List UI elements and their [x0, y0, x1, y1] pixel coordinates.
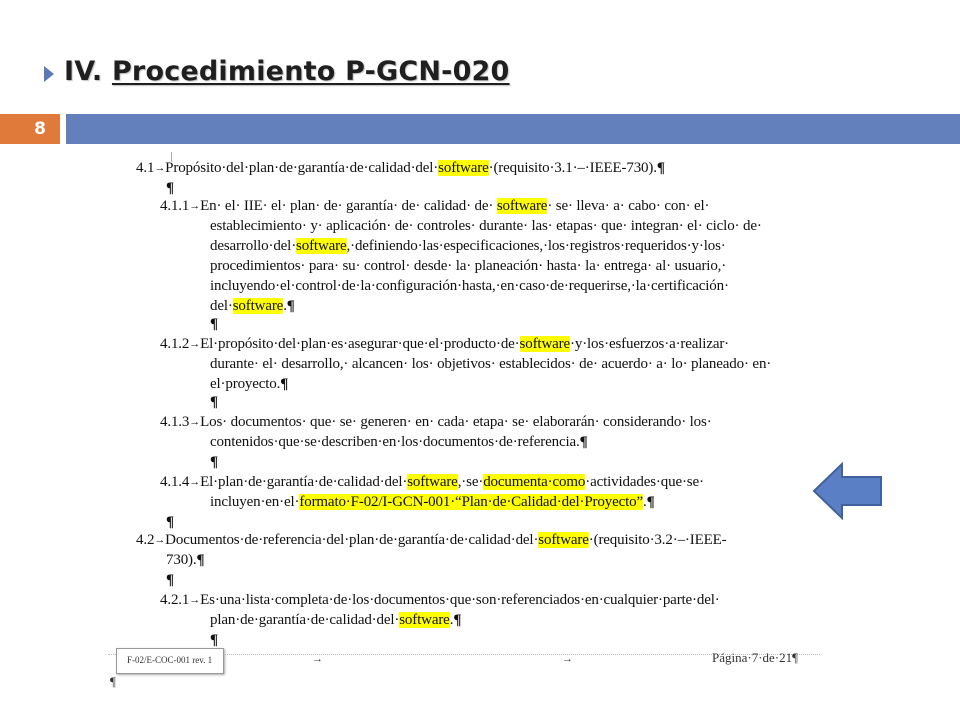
pilcrow-mark: ¶ — [166, 180, 174, 196]
document-line — [210, 376, 288, 393]
line-text: incluyendo·el·control·de·la·configuración·hasta,·en·caso·de·requerirse,·la·certificación· — [210, 278, 729, 294]
pilcrow-mark: ¶ — [210, 632, 218, 648]
line-text: Documentos·de·referencia·del·plan·de·garantía·de·calidad·del· — [165, 532, 539, 548]
triangle-bullet-icon — [44, 66, 54, 82]
pilcrow-mark: ¶ — [579, 434, 588, 450]
header-bar — [66, 114, 960, 144]
tab-arrow-icon: → — [189, 200, 201, 212]
line-text: · se· lleva· a· cabo· con· el· — [547, 198, 710, 214]
highlighted-text: software — [438, 160, 489, 176]
document-line — [166, 180, 174, 197]
document-line — [136, 160, 665, 177]
highlighted-text: formato·F-02/I-GCN-001·“Plan·de·Calidad·del·Proyecto” — [299, 494, 643, 510]
line-text: del· — [210, 298, 233, 314]
highlighted-text: software — [399, 612, 450, 628]
line-text: ·actividades·que·se· — [585, 474, 704, 490]
line-text: ,·definiendo·las·especificaciones,·los·registros·requeridos·y·los· — [346, 238, 726, 254]
slide-title — [64, 56, 510, 87]
document-line — [166, 572, 174, 589]
line-text: En· el· IIE· el· plan· de· garantía· de· calidad· de· — [200, 198, 497, 214]
document-line — [210, 434, 588, 451]
footer-tab-arrow: → — [562, 653, 573, 665]
line-text: 4.2 — [136, 532, 155, 548]
line-text: ·y·los·esfuerzos·a·realizar· — [570, 336, 730, 352]
pilcrow-mark: ¶ — [286, 298, 295, 314]
document-line — [210, 394, 218, 411]
footer-pilcrow: ¶ — [110, 674, 116, 689]
highlighted-text: software — [296, 238, 347, 254]
document-line — [210, 356, 771, 373]
document-line — [160, 198, 709, 215]
line-text: contenidos·que·se·describen·en·los·documentos·de·referencia. — [210, 434, 580, 450]
line-text: 4.1.1 — [160, 198, 190, 214]
pilcrow-mark: ¶ — [166, 572, 174, 588]
document-line — [166, 514, 174, 531]
title-prefix: IV. — [64, 56, 103, 87]
title-text: Procedimiento P-GCN-020 — [111, 56, 510, 87]
pilcrow-mark: ¶ — [210, 316, 218, 332]
line-text: 4.1.3 — [160, 414, 190, 430]
line-text: 4.1 — [136, 160, 155, 176]
document-line — [210, 218, 762, 235]
pilcrow-mark: ¶ — [280, 376, 289, 392]
document-line — [136, 532, 727, 549]
tab-arrow-icon: → — [189, 416, 201, 428]
tab-arrow-icon: → — [189, 476, 201, 488]
left-arrow-icon — [812, 462, 884, 520]
document-screenshot — [108, 148, 820, 696]
pilcrow-mark: ¶ — [210, 454, 218, 470]
line-text: Es·una·lista·completa·de·los·documentos·que·son·referenciados·en·cualquier·parte·del· — [200, 592, 720, 608]
line-text: ,·se· — [457, 474, 484, 490]
line-text: Los· documentos· que· se· generen· en· cada· etapa· se· elaborarán· considerando· los· — [200, 414, 712, 430]
document-line — [210, 298, 295, 315]
line-text: desarrollo·del· — [210, 238, 297, 254]
document-line — [210, 454, 218, 471]
pilcrow-mark: ¶ — [166, 514, 174, 530]
document-line — [160, 592, 720, 609]
line-text: 4.2.1 — [160, 592, 190, 608]
line-text: establecimiento· y· aplicación· de· controles· durante· las· etapas· que· integran· el· ciclo· de· — [210, 218, 762, 234]
highlighted-text: software — [407, 474, 458, 490]
highlighted-text: software — [496, 198, 548, 214]
pilcrow-mark: ¶ — [453, 612, 462, 628]
line-text: 4.1.4 — [160, 474, 190, 490]
tab-arrow-icon: → — [154, 534, 166, 546]
line-text: . — [642, 494, 647, 510]
footer-page-number: Página·7·de·21¶ — [712, 650, 799, 665]
highlighted-text: software — [519, 336, 570, 352]
line-text: incluyen·en·el· — [210, 494, 300, 510]
line-text: 730). — [166, 552, 197, 568]
document-line — [160, 336, 729, 353]
pilcrow-mark: ¶ — [646, 494, 655, 510]
highlighted-text: software — [232, 298, 284, 314]
footer-code-box — [116, 648, 224, 674]
footer-code: F-02/E-COC-001 rev. 1 — [127, 655, 213, 665]
document-line — [210, 632, 218, 649]
pilcrow-mark: ¶ — [210, 394, 218, 410]
line-text: 4.1.2 — [160, 336, 190, 352]
line-text: El·plan·de·garantía·de·calidad·del· — [200, 474, 408, 490]
pilcrow-mark: ¶ — [196, 552, 205, 568]
line-text: Propósito·del·plan·de·garantía·de·calidad·del· — [165, 160, 439, 176]
document-line — [210, 494, 655, 511]
line-text: El·propósito·del·plan·es·asegurar·que·el·producto·de· — [200, 336, 520, 352]
line-text: plan·de·garantía·de·calidad·del· — [210, 612, 400, 628]
line-text: . — [283, 298, 287, 314]
tab-arrow-icon: → — [189, 594, 201, 606]
document-line — [166, 552, 204, 569]
document-line — [210, 238, 726, 255]
document-line — [210, 316, 218, 333]
slide-number: 8 — [0, 114, 60, 144]
pilcrow-mark: ¶ — [656, 160, 665, 176]
line-text: el·proyecto. — [210, 376, 281, 392]
line-text: ·(requisito·3.2·–·IEEE- — [588, 532, 727, 548]
document-line — [160, 474, 704, 491]
line-text: . — [449, 612, 454, 628]
tab-arrow-icon: → — [154, 162, 166, 174]
line-text: procedimientos· para· su· control· desde· la· planeación· hasta· la· entrega· al· usuario,· — [210, 258, 727, 274]
tab-arrow-icon: → — [189, 338, 201, 350]
highlighted-text: documenta·como — [483, 474, 586, 490]
document-line — [160, 414, 712, 431]
document-line — [210, 612, 461, 629]
line-text: ·(requisito·3.1·–·IEEE-730). — [488, 160, 657, 176]
line-text: durante· el· desarrollo,· alcancen· los· objetivos· establecidos· de· acuerdo· a· lo· planeado· en· — [210, 356, 772, 372]
highlighted-text: software — [538, 532, 589, 548]
document-line — [210, 278, 729, 295]
document-line — [210, 258, 726, 275]
footer-tab-arrow: → — [312, 653, 323, 665]
